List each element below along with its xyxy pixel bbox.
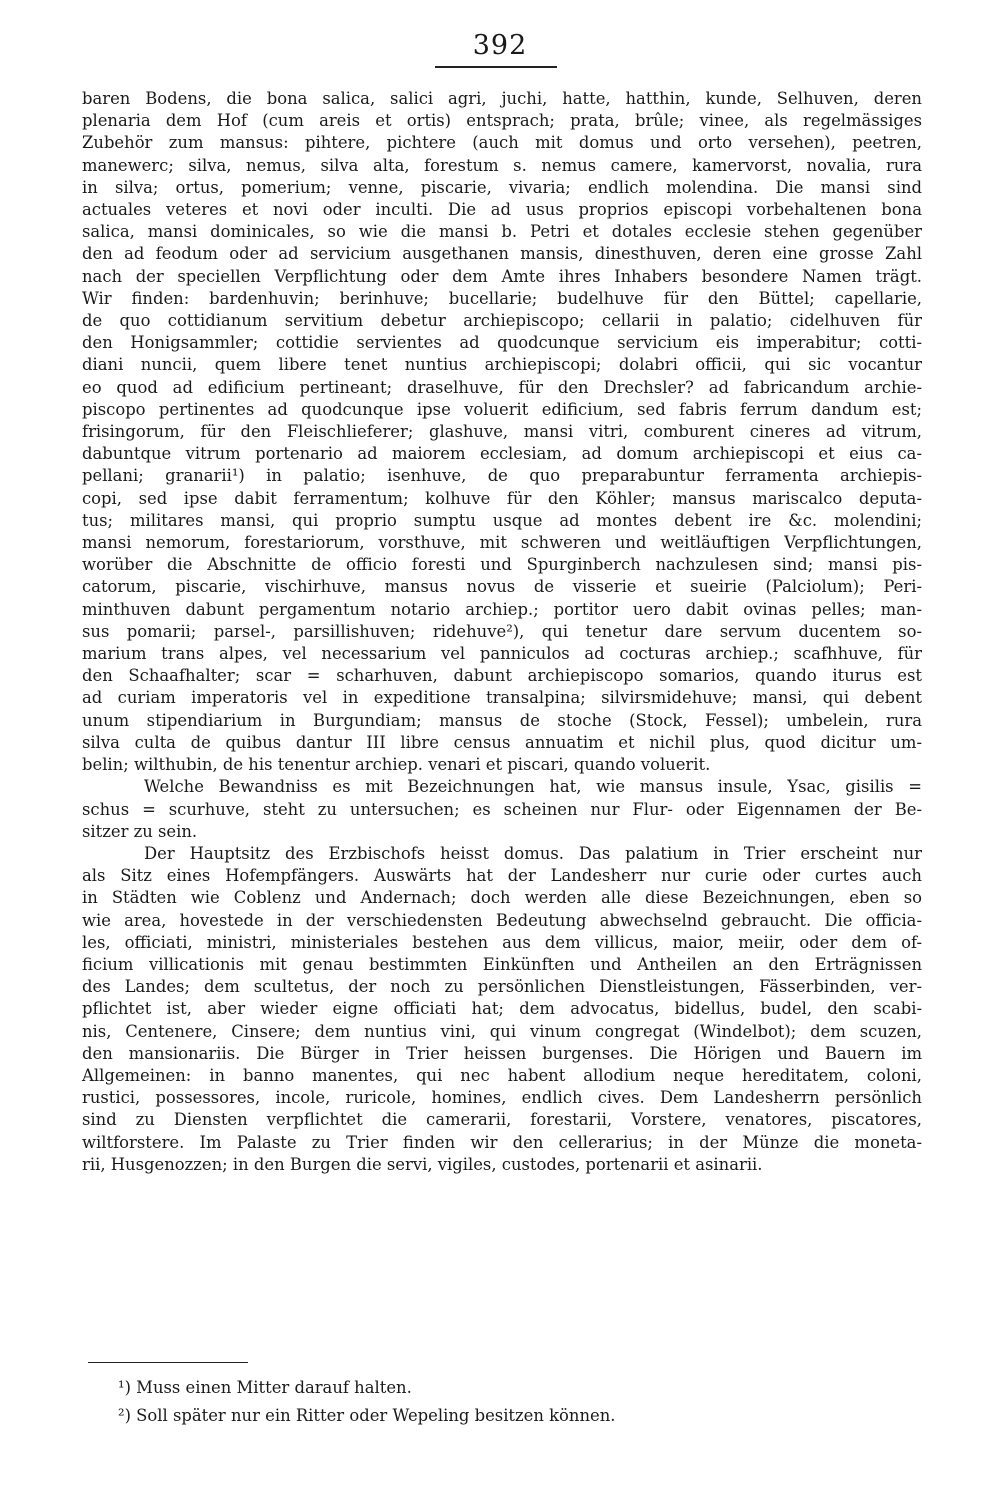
text-line: in silva; ortus, pomerium; venne, piscarie, vivaria; endlich molendina. Die mansi sind [82,177,922,197]
text-line: in Städten wie Coblenz und Andernach; doch werden alle diese Bezeichnungen, eben so [82,888,922,908]
text-line: Zubehör zum mansus: pihtere, pichtere (auch mit domus und orto versehen), peetren, [82,133,922,153]
footnote: ²) Soll später nur ein Ritter oder Wepeling besitzen können. [118,1406,616,1425]
text-line: sus pomarii; parsel-, parsillishuven; ridehuve²), qui tenetur dare servum ducentem so- [82,621,922,641]
text-line: rustici, possessores, incole, ruricole, homines, endlich cives. Dem Landesherrn persönlich [82,1088,922,1108]
text-line: als Sitz eines Hofempfängers. Auswärts hat der Landesherr nur curie oder curtes auch [82,866,922,886]
header-rule [435,66,557,68]
text-line: manewerc; silva, nemus, silva alta, forestum s. nemus camere, kamervorst, novalia, rura [82,155,922,175]
text-line: wie area, hovestede in der verschiedensten Bedeutung abwechselnd gebraucht. Die officia- [82,910,922,930]
text-line: pellani; granarii¹) in palatio; isenhuve, de quo preparabuntur ferramenta archiepis- [82,466,922,486]
text-line: catorum, piscarie, vischirhuve, mansus novus de visserie et sueirie (Palciolum); Peri- [82,577,922,597]
text-line: belin; wilthubin, de his tenentur archiep. venari et piscari, quando voluerit. [82,755,711,775]
text-line: marium trans alpes, vel necessarium vel panniculos ad cocturas archiep.; scafhhuve, für [82,644,922,664]
text-line: silva culta de quibus dantur III libre census annuatim et nichil plus, quod dicitur um- [82,732,922,752]
text-line: Welche Bewandniss es mit Bezeichnungen hat, wie mansus insule, Ysac, gisilis = [144,777,922,797]
text-line: minthuven dabunt pergamentum notario archiep.; portitor uero dabit ovinas pelles; man- [82,599,922,619]
text-line: Der Hauptsitz des Erzbischofs heisst domus. Das palatium in Trier erscheint nur [144,843,922,863]
body-text [82,88,922,1176]
text-line: wiltforstere. Im Palaste zu Trier finden wir den cellerarius; in der Münze die moneta- [82,1132,922,1152]
text-line: eo quod ad edificium pertineant; draselhuve, für den Drechsler? ad fabricandum archie- [82,377,922,397]
text-line: schus = scurhuve, steht zu untersuchen; es scheinen nur Flur- oder Eigennamen der Be- [82,799,922,819]
text-line: frisingorum, für den Fleischlieferer; glashuve, mansi vitri, comburent cineres ad vitrum, [82,422,922,442]
text-line: nach der speciellen Verpflichtung oder dem Amte ihres Inhabers besondere Namen trägt. [82,266,922,286]
text-line: piscopo pertinentes ad quodcunque ipse voluerit edificium, sed fabris ferrum dandum est; [82,399,922,419]
text-line: den mansionariis. Die Bürger in Trier heissen burgenses. Die Hörigen und Bauern im [82,1043,922,1063]
text-line: Allgemeinen: in banno manentes, qui nec habent allodium neque hereditatem, coloni, [82,1065,922,1085]
text-line: baren Bodens, die bona salica, salici agri, juchi, hatte, hatthin, kunde, Selhuven, deren [82,89,922,108]
text-line: pflichtet ist, aber wieder eigne officiati hat; dem advocatus, bidellus, budel, den scabi- [82,999,922,1019]
text-line: den Schaafhalter; scar = scharhuven, dabunt archiepiscopo somarios, quando iturus est [82,666,922,686]
text-line: ad curiam imperatoris vel in expeditione transalpina; silvirsmidehuve; mansi, qui debent [82,688,922,708]
text-line: nis, Centenere, Cinsere; dem nuntius vini, qui vinum congregat (Windelbot); dem scuzen, [82,1021,922,1041]
text-line: dabuntque vitrum portenario ad maiorem ecclesiam, ad domum archiepiscopi et eius ca- [82,444,922,464]
text-line: mansi nemorum, forestariorum, vorsthuve, mit schweren und weitläuftigen Verpflichtungen, [82,533,922,553]
text-line: des Landes; dem scultetus, der noch zu persönlichen Dienstleistungen, Fässerbinden, ver- [82,977,922,997]
text-line: les, officiati, ministri, ministeriales bestehen aus dem villicus, maior, meiir, oder dem of- [82,932,922,952]
text-line: den ad feodum oder ad servicium ausgethanen mansis, dinesthuven, deren eine grosse Zahl [82,244,922,264]
text-line: worüber die Abschnitte de officio foresti und Spurginberch nachzulesen sind; mansi pis- [82,555,922,575]
text-line: tus; militares mansi, qui proprio sumptu usque ad montes debent ire &c. molendini; [82,510,922,530]
footnote-rule [88,1362,248,1363]
text-line: rii, Husgenozzen; in den Burgen die servi, vigiles, custodes, portenarii et asinarii. [82,1154,763,1174]
text-line: copi, sed ipse dabit ferramentum; kolhuve für den Köhler; mansus mariscalco deputa- [82,488,922,508]
text-line: actuales veteres et novi oder inculti. Die ad usus proprios episcopi vorbehaltenen bona [82,200,922,220]
text-line: sind zu Diensten verpflichtet die camerarii, forestarii, Vorstere, venatores, piscatores, [82,1110,922,1130]
text-line: plenaria dem Hof (cum areis et ortis) entsprach; prata, brûle; vinee, als regelmässiges [82,111,922,131]
page-number: 392 [472,30,528,61]
text-line: ficium villicationis mit genau bestimmten Einkünften und Antheilen an den Erträgnissen [82,954,922,974]
text-line: unum stipendiarium in Burgundiam; mansus de stoche (Stock, Fessel); umbelein, rura [82,710,922,730]
text-line: de quo cottidianum servitium debetur archiepiscopo; cellarii in palatio; cidelhuven für [82,311,922,331]
text-line: salica, mansi dominicales, so wie die mansi b. Petri et dotales ecclesie stehen gegenüber [82,222,922,242]
text-line: diani nuncii, quem libere tenet nuntius archiepiscopi; dolabri officii, qui sic vocantur [82,355,922,375]
text-line: Wir finden: bardenhuvin; berinhuve; bucellarie; budelhuve für den Büttel; capellarie, [82,288,922,308]
text-line: den Honigsammler; cottidie servientes ad quodcunque servicium eis imperabitur; cotti- [82,333,922,353]
footnotes [118,1374,818,1430]
footnote: ¹) Muss einen Mitter darauf halten. [118,1378,412,1397]
text-line: sitzer zu sein. [82,821,198,841]
